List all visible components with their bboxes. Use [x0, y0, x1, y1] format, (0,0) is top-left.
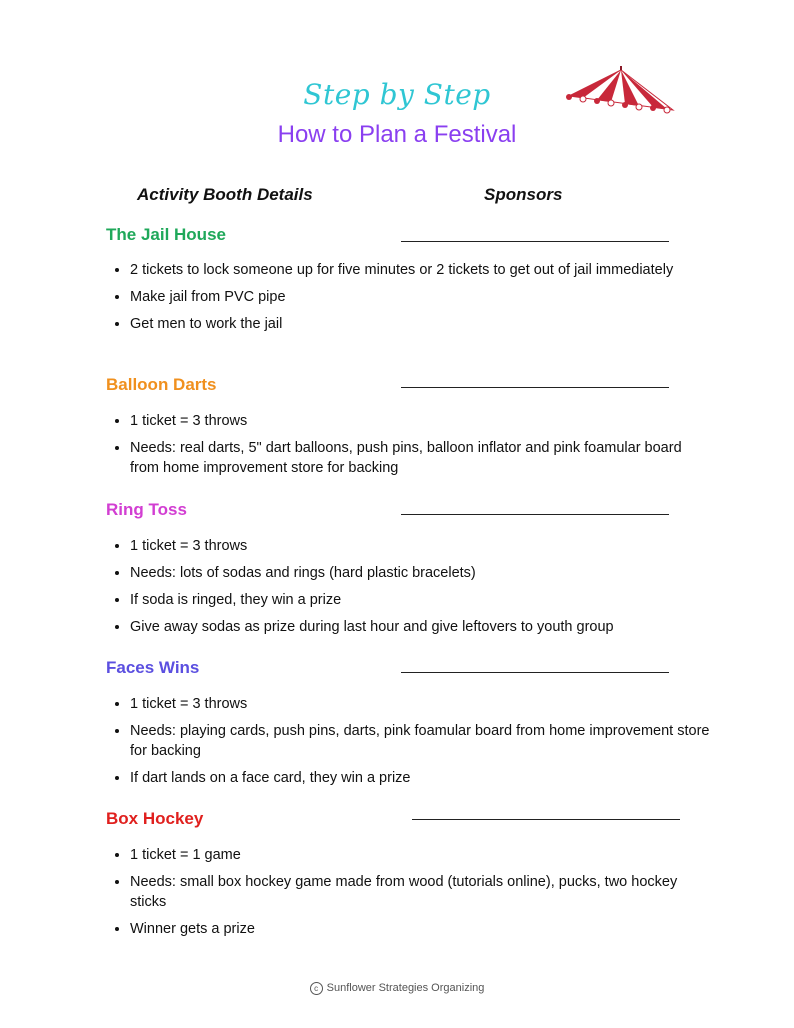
list-item: • Needs: small box hockey game made from wood (tutorials online), pucks, two hockey sticks — [130, 872, 710, 912]
list-item: • 1 ticket = 3 throws — [130, 536, 710, 556]
circus-tent-icon — [565, 66, 677, 120]
section-title-jail-house: The Jail House — [106, 225, 226, 244]
sponsor-line[interactable] — [401, 241, 669, 242]
page-title: How to Plan a Festival — [277, 121, 517, 148]
list-item: • Needs: lots of sodas and rings (hard plastic bracelets) — [130, 563, 710, 583]
list-item: • Winner gets a prize — [130, 919, 710, 939]
section-title-box-hockey: Box Hockey — [106, 809, 204, 828]
list-item: • 2 tickets to lock someone up for five minutes or 2 tickets to get out of jail immediately — [130, 260, 710, 280]
list-item: • Get men to work the jail — [130, 314, 710, 334]
column-header-sponsors: Sponsors — [484, 185, 563, 204]
list-item: • 1 ticket = 3 throws — [130, 411, 710, 431]
list-faces-wins — [112, 694, 710, 795]
script-title: Step by Step — [303, 78, 491, 111]
list-box-hockey — [112, 845, 710, 946]
list-balloon-darts — [112, 411, 710, 485]
list-jail-house — [112, 260, 710, 341]
sponsor-line[interactable] — [412, 819, 680, 820]
sponsor-line[interactable] — [401, 672, 669, 673]
list-item: • Give away sodas as prize during last hour and give leftovers to youth group — [130, 617, 710, 637]
list-item: • Needs: playing cards, push pins, darts, pink foamular board from home improvement store for backing — [130, 721, 710, 761]
section-title-ring-toss: Ring Toss — [106, 500, 187, 519]
section-title-faces-wins: Faces Wins — [106, 658, 200, 677]
list-item: • If soda is ringed, they win a prize — [130, 590, 710, 610]
list-item: • 1 ticket = 3 throws — [130, 694, 710, 714]
footer — [0, 982, 794, 995]
column-header-activity: Activity Booth Details — [137, 185, 313, 204]
sponsor-line[interactable] — [401, 387, 669, 388]
section-title-balloon-darts: Balloon Darts — [106, 375, 217, 394]
footer-text: Sunflower Strategies Organizing — [326, 982, 485, 994]
list-item: • Make jail from PVC pipe — [130, 287, 710, 307]
sponsor-line[interactable] — [401, 514, 669, 515]
list-item: • If dart lands on a face card, they win a prize — [130, 768, 710, 788]
list-ring-toss — [112, 536, 710, 644]
copyright-icon: c — [310, 982, 323, 995]
list-item: • Needs: real darts, 5" dart balloons, push pins, balloon inflator and pink foamular board from home improvement store for backing — [130, 438, 710, 478]
list-item: • 1 ticket = 1 game — [130, 845, 710, 865]
